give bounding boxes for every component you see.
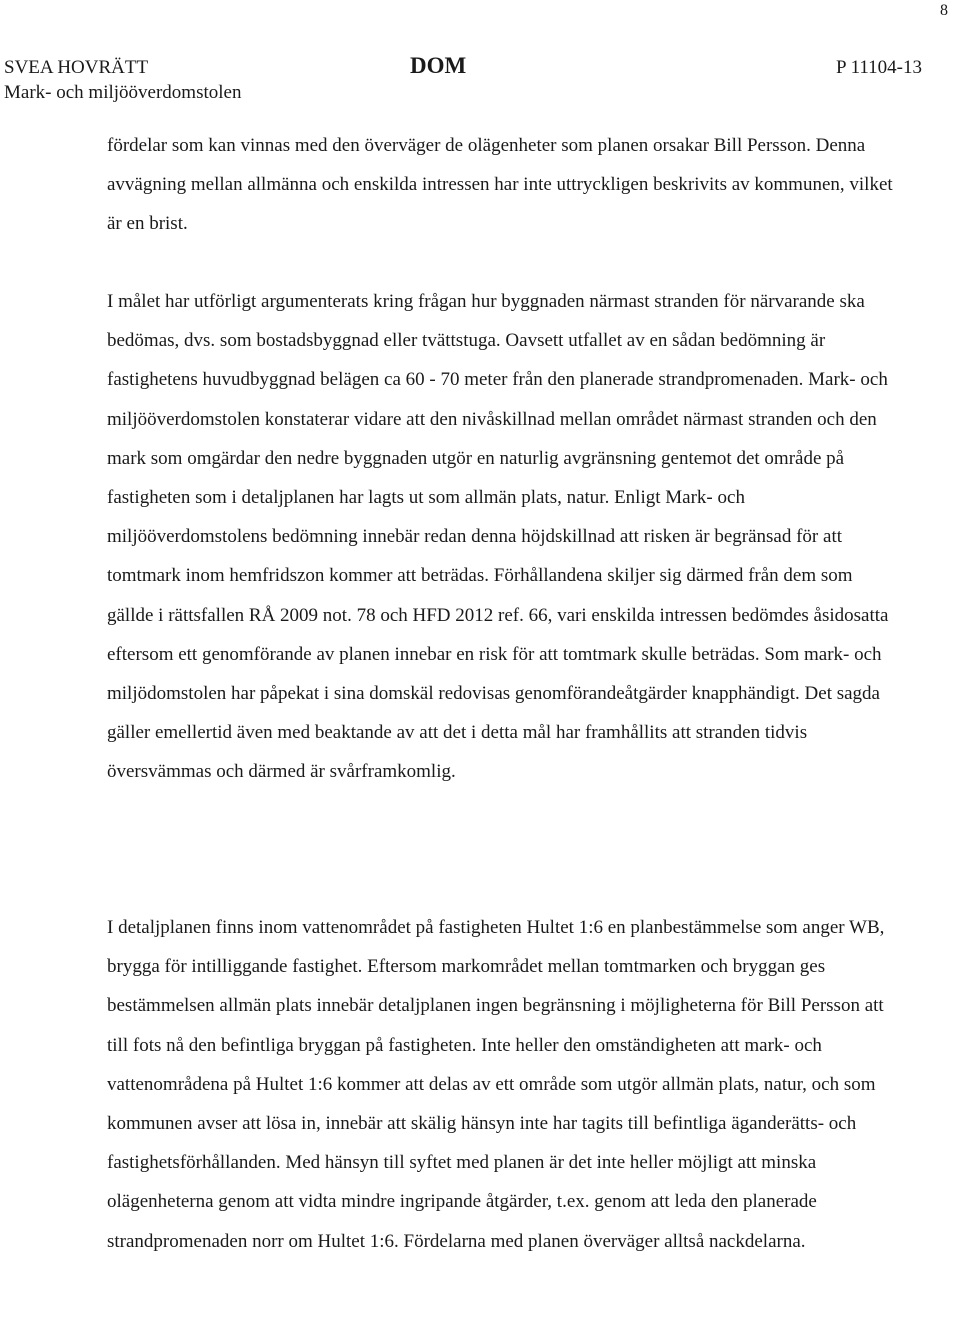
paragraph-1: fördelar som kan vinnas med den överväger de olägenheter som planen orsakar Bill Persson. Denna avvägning mellan allmänna och enskilda intressen har inte uttryckligen beskrivits av kommunen, vilket är en brist. [107, 135, 893, 235]
page-number: 8 [940, 2, 948, 19]
court-name: SVEA HOVRÄTT [4, 57, 149, 78]
case-number: P 11104-13 [835, 57, 922, 78]
department-name: Mark- och miljööverdomstolen [4, 82, 242, 103]
document-type: DOM [410, 53, 467, 78]
paragraph-3: I detaljplanen finns inom vattenområdet på fastigheten Hultet 1:6 en planbestämmelse som anger WB, brygga för intilliggande fastighet. Eftersom markområdet mellan tomtmarken och bryggan ges bestämmelsen allmän plats innebär detaljplanen ingen begränsning i möjligheterna för Bill Persson att till fots nå den befintliga bryggan på fastigheten. Inte heller den omständigheten att mark- och vattenområdena på Hultet 1:6 kommer att delas av ett område som utgör allmän plats, natur, och som kommunen avser att lösa in, innebär att skälig hänsyn inte har tagits till befintliga äganderätts- och fastighetsförhållanden. Med hänsyn till syftet med planen är det inte heller möjligt att minska olägenheterna genom att vidta mindre ingripande åtgärder, t.ex. genom att leda den planerade strandpromenaden norr om Hultet 1:6. Fördelarna med planen överväger alltså nackdelarna. [107, 917, 885, 1252]
paragraph-2: I målet har utförligt argumenterats kring frågan hur byggnaden närmast stranden för närvarande ska bedömas, dvs. som bostadsbyggnad eller tvättstuga. Oavsett utfallet av en sådan bedömning är fastighetens huvudbyggnad belägen ca 60 - 70 meter från den planerade strandpromenaden. Mark- och miljööverdomstolen konstaterar vidare att den nivåskillnad mellan området närmast stranden och den mark som omgärdar den nedre byggnaden utgör en naturlig avgränsning gentemot det område på fastigheten som i detaljplanen har lagts ut som allmän plats, natur. Enligt Mark- och miljööverdomstolens bedömning innebär redan denna höjdskillnad att risken är begränsad för att tomtmark inom hemfridszon kommer att beträdas. Förhållandena skiljer sig därmed från dem som gällde i rättsfallen RÅ 2009 not. 78 och HFD 2012 ref. 66, vari enskilda intressen bedömdes åsidosatta eftersom ett genomförande av planen innebar en risk för att tomtmark skulle beträdas. Som mark- och miljödomstolen har påpekat i sina domskäl redovisas genomförandeåtgärder knapphändigt. Det sagda gäller emellertid även med beaktande av att det i detta mål har framhållits att stranden tidvis översvämmas och därmed är svårframkomlig. [107, 291, 889, 783]
